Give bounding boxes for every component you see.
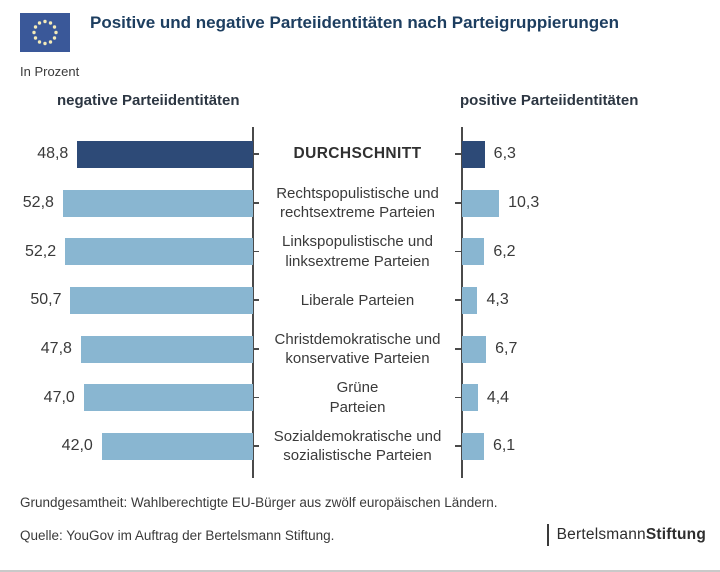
category-label: Grüne Parteien: [329, 379, 386, 416]
negative-value-label: 42,0: [61, 437, 93, 455]
chart-row: [0, 325, 720, 374]
page-title: Positive und negative Parteiidentitäten nach Parteigruppierungen: [90, 13, 619, 32]
negative-value-label: 50,7: [30, 291, 62, 309]
right-column-header: positive Parteiidentitäten: [460, 92, 639, 109]
negative-value-label: 52,8: [22, 194, 54, 212]
category-zone: [253, 179, 462, 228]
right-axis-tick: [455, 397, 461, 399]
right-axis-tick: [455, 251, 461, 253]
negative-bar: [63, 190, 253, 217]
positive-bar: [462, 190, 499, 217]
positive-value-label: 6,3: [493, 145, 516, 163]
chart-row: [0, 179, 720, 228]
left-axis-tick: [253, 251, 259, 253]
right-axis-tick: [455, 348, 461, 350]
negative-value-label: 52,2: [24, 242, 57, 260]
right-axis-tick: [455, 153, 461, 155]
right-axis-tick: [455, 445, 461, 447]
category-label: Rechtspopulistische und rechtsextreme Parteien: [276, 184, 439, 222]
category-label: Sozialdemokratische und sozialistische Parteien: [273, 427, 442, 465]
negative-bar: [81, 336, 253, 363]
diverging-bar-chart: [0, 130, 720, 471]
left-axis-tick: [253, 153, 259, 155]
left-axis-tick: [253, 397, 259, 399]
positive-bar: [462, 238, 484, 265]
category-zone: [253, 227, 462, 276]
left-axis-tick: [253, 202, 259, 204]
population-note: Grundgesamtheit: Wahlberechtigte EU-Bürger aus zwölf europäischen Ländern.: [20, 495, 498, 510]
negative-zone: [0, 422, 253, 471]
category-label: DURCHSCHNITT: [293, 145, 422, 163]
category-label: Liberale Parteien: [300, 291, 415, 309]
negative-zone: [0, 130, 253, 179]
negative-zone: [0, 373, 253, 422]
positive-bar: [462, 336, 486, 363]
unit-label: In Prozent: [20, 64, 80, 79]
positive-value-label: 10,3: [508, 194, 540, 212]
negative-value-label: 47,0: [43, 388, 75, 406]
negative-bar: [77, 141, 253, 168]
negative-bar: [70, 287, 253, 314]
negative-value-label: 48,8: [37, 145, 69, 163]
bertelsmann-stiftung-logo: [547, 524, 706, 546]
positive-zone: [462, 227, 720, 276]
logo-divider: [547, 524, 549, 546]
negative-bar: [102, 433, 253, 460]
positive-zone: [462, 373, 720, 422]
category-zone: [253, 130, 462, 179]
positive-value-label: 6,1: [492, 437, 516, 455]
category-label: Linkspopulistische und linksextreme Parteien: [282, 233, 433, 270]
category-zone: [253, 373, 462, 422]
negative-zone: [0, 325, 253, 374]
left-axis-tick: [253, 445, 259, 447]
positive-bar: [462, 287, 477, 314]
right-axis-tick: [455, 202, 461, 204]
source-note: Quelle: YouGov im Auftrag der Bertelsmann Stiftung.: [20, 528, 335, 543]
eu-flag-icon: [20, 13, 70, 52]
chart-rows: [0, 130, 720, 471]
negative-value-label: 47,8: [40, 340, 72, 358]
negative-zone: [0, 276, 253, 325]
chart-row: [0, 422, 720, 471]
positive-value-label: 6,2: [493, 242, 516, 260]
chart-row: [0, 373, 720, 422]
chart-row: [0, 227, 720, 276]
category-zone: [253, 276, 462, 325]
chart-row: [0, 130, 720, 179]
negative-bar: [84, 384, 253, 411]
category-zone: [253, 325, 462, 374]
positive-bar: [462, 384, 478, 411]
left-column-header: negative Parteiidentitäten: [57, 92, 240, 109]
positive-zone: [462, 422, 720, 471]
logo-text-bold: Stiftung: [645, 526, 706, 543]
positive-zone: [462, 276, 720, 325]
negative-zone: [0, 179, 253, 228]
chart-row: [0, 276, 720, 325]
positive-bar: [462, 433, 484, 460]
positive-bar: [462, 141, 485, 168]
positive-value-label: 6,7: [495, 340, 518, 358]
category-label: Christdemokratische und konservative Parteien: [274, 330, 441, 368]
logo-text-normal: Bertelsmann: [556, 526, 646, 543]
positive-zone: [462, 179, 720, 228]
negative-bar: [65, 238, 253, 265]
positive-value-label: 4,3: [486, 291, 509, 309]
left-axis-tick: [253, 348, 259, 350]
left-axis-tick: [253, 299, 259, 301]
right-axis-tick: [455, 299, 461, 301]
positive-value-label: 4,4: [486, 388, 510, 406]
category-zone: [253, 422, 462, 471]
positive-zone: [462, 130, 720, 179]
positive-zone: [462, 325, 720, 374]
negative-zone: [0, 227, 253, 276]
